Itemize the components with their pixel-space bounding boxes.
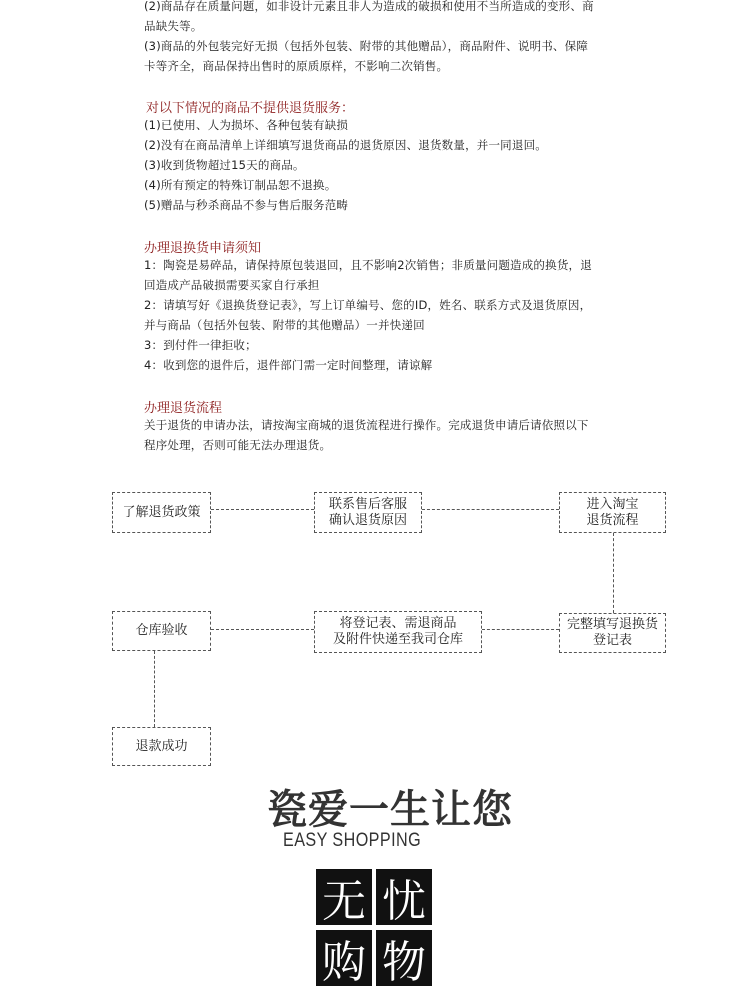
flow-connector bbox=[482, 629, 559, 630]
exchange-notice-line: 3：到付件一律拒收； bbox=[144, 338, 257, 352]
process-line: 关于退货的申请办法，请按淘宝商城的退货流程进行操作。完成退货申请后请依照以下 bbox=[144, 418, 589, 432]
flow-connector bbox=[154, 651, 155, 727]
policy-line: 卡等齐全，商品保持出售时的原质原样，不影响二次销售。 bbox=[144, 59, 449, 73]
flow-connector bbox=[613, 533, 614, 613]
no-return-item: (3)收到货物超过15天的商品。 bbox=[144, 158, 305, 172]
flow-step-fill-form: 完整填写退换货 登记表 bbox=[559, 613, 666, 653]
no-return-item: (1)已使用、人为损坏、各种包装有缺损 bbox=[144, 118, 349, 132]
policy-line: (2)商品存在质量问题，如非设计元素且非人为造成的破损和使用不当所造成的变形、商 bbox=[144, 0, 594, 13]
exchange-notice-line: 1：陶瓷是易碎品，请保持原包装退回，且不影响2次销售；非质量问题造成的换货，退 bbox=[144, 258, 592, 272]
slogan-tile: 忧 bbox=[376, 869, 432, 925]
exchange-notice-line: 并与商品（包括外包装、附带的其他赠品）一并快递回 bbox=[144, 318, 425, 332]
flow-step-ship-to-warehouse: 将登记表、需退商品 及附件快递至我司仓库 bbox=[314, 611, 482, 653]
no-return-heading: 对以下情况的商品不提供退货服务： bbox=[146, 101, 355, 116]
brand-slogan: 瓷爱一生让您 bbox=[267, 787, 513, 833]
flow-connector bbox=[211, 509, 314, 510]
exchange-notice-line: 2：请填写好《退换货登记表》，写上订单编号、您的ID，姓名、联系方式及退货原因， bbox=[144, 298, 592, 312]
slogan-tile: 无 bbox=[316, 869, 372, 925]
flow-step-contact-service: 联系售后客服 确认退货原因 bbox=[314, 492, 422, 533]
flow-step-taobao-return: 进入淘宝 退货流程 bbox=[559, 492, 666, 533]
exchange-notice-line: 4：收到您的退件后，退件部门需一定时间整理，请谅解 bbox=[144, 358, 433, 372]
brand-subtitle: EASY SHOPPING bbox=[283, 830, 422, 851]
flow-connector bbox=[211, 629, 314, 630]
exchange-notice-line: 回造成产品破损需要买家自行承担 bbox=[144, 278, 320, 292]
process-line: 程序处理，否则可能无法办理退货。 bbox=[144, 438, 332, 452]
slogan-tile: 物 bbox=[376, 930, 432, 986]
policy-line: (3)商品的外包装完好无损（包括外包装、附带的其他赠品），商品附件、说明书、保障 bbox=[144, 39, 589, 53]
flow-step-refund-success: 退款成功 bbox=[112, 727, 211, 766]
process-heading: 办理退货流程 bbox=[144, 401, 223, 416]
no-return-item: (5)赠品与秒杀商品不参与售后服务范畴 bbox=[144, 198, 349, 212]
flow-connector bbox=[422, 509, 559, 510]
slogan-tile: 购 bbox=[316, 930, 372, 986]
flow-step-warehouse-check: 仓库验收 bbox=[112, 611, 211, 651]
no-return-item: (2)没有在商品清单上详细填写退货商品的退货原因、退货数量，并一同退回。 bbox=[144, 138, 547, 152]
flow-step-understand-policy: 了解退货政策 bbox=[112, 492, 211, 533]
exchange-notice-heading: 办理退换货申请须知 bbox=[144, 241, 262, 256]
policy-line: 品缺失等。 bbox=[144, 19, 203, 33]
no-return-item: (4)所有预定的特殊订制品恕不退换。 bbox=[144, 178, 337, 192]
